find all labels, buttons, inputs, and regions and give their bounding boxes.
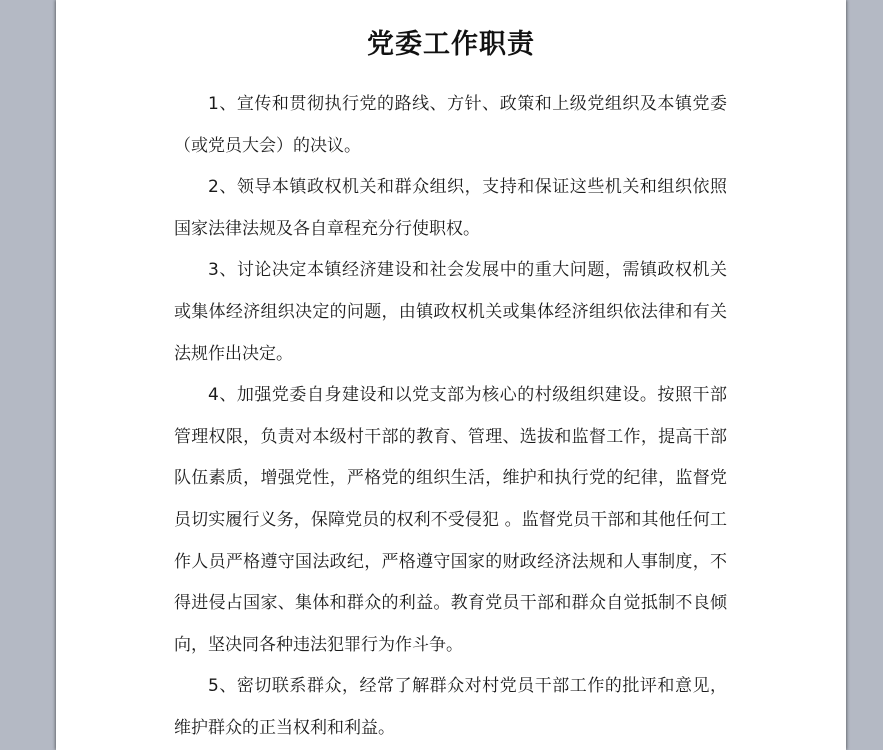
paragraph-2: 2、领导本镇政权机关和群众组织，支持和保证这些机关和组织依照国家法律法规及各自章程充分行使职权。 — [174, 177, 727, 239]
document-body — [174, 84, 727, 750]
paragraph-5: 5、密切联系群众，经常了解群众对村党员干部工作的批评和意见，维护群众的正当权利和利益。 — [174, 676, 727, 738]
document-title: 党委工作职责 — [367, 29, 535, 60]
paragraph-1: 1、宣传和贯彻执行党的路线、方针、政策和上级党组织及本镇党委（或党员大会）的决议。 — [174, 94, 727, 156]
paragraph-3: 3、讨论决定本镇经济建设和社会发展中的重大问题，需镇政权机关或集体经济组织决定的问题，由镇政权机关或集体经济组织依法律和有关法规作出决定。 — [174, 260, 727, 364]
document-page — [56, 0, 846, 750]
paragraph-4: 4、加强党委自身建设和以党支部为核心的村级组织建设。按照干部管理权限，负责对本级村干部的教育、管理、选拔和监督工作，提高干部队伍素质，增强党性，严格党的组织生活，维护和执行党的纪律，监督党员切实履行义务，保障党员的权利不受侵犯 。监督党员干部和其他任何工作人员严格遵守国法政纪，严格遵守国家的财政经济法规和人事制度，不得进侵占国家、集体和群众的利益。教育党员干部和群众自觉抵制不良倾向，坚决同各种违法犯罪行为作斗争。 — [174, 385, 727, 655]
